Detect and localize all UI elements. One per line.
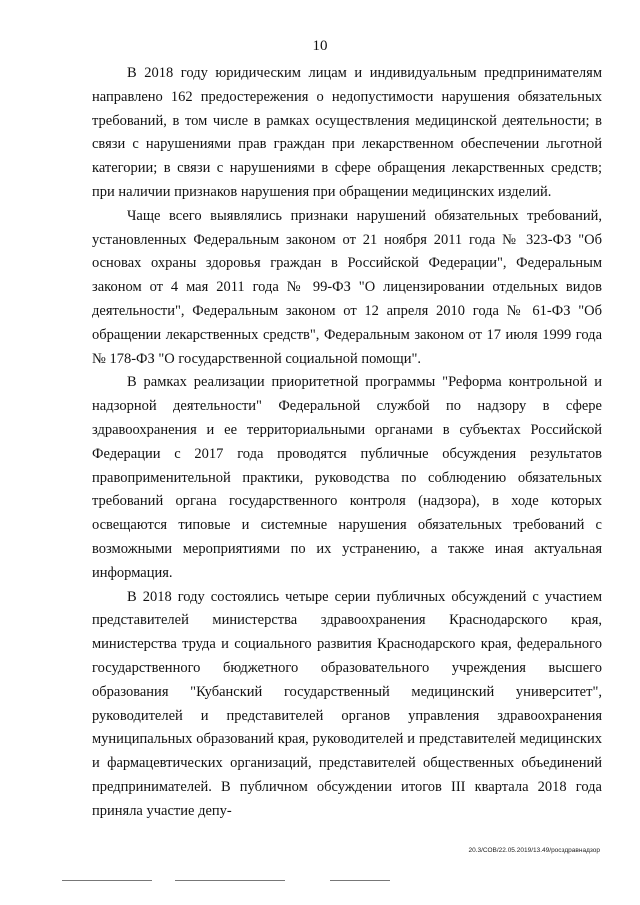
scan-mark-left [62,880,152,881]
footer-document-code: 20.3/СОВ/22.05.2019/13.49/росздравнадзор [468,847,600,854]
paragraph-public-discussions: В 2018 году состоялись четыре серии публичных обсуждений с участием представителей министерства здравоохранения Краснодарского края, министерства труда и социального развития Краснодарского края, федерального государственного бюджетного образовательного учреждения высшего образования "Кубанский государственный медицинский университет", руководителей и представителей органов управления здравоохранения муниципальных образований края, руководителей и представителей медицинских и фармацевтических организаций, представителей общественных объединений предпринимателей. В публичном обсуждении итогов III квартала 2018 года приняла участие депу- [92,588,602,819]
paragraph-violations: Чаще всего выявлялись признаки нарушений обязательных требований, установленных Федеральным законом от 21 ноября 2011 года № 323-ФЗ "Об основах охраны здоровья граждан в Российской Федерации", Федеральным законом от 4 мая 2011 года № 99-ФЗ "О лицензировании отдельных видов деятельности", Федеральным законом от 12 апреля 2010 года № 61-ФЗ "Об обращении лекарственных средств", Федеральным законом от 17 июля 1999 года № 178-ФЗ "О государственной социальной помощи". [92,207,602,367]
paragraph-reform-program: В рамках реализации приоритетной программы "Реформа контрольной и надзорной деятельности" Федеральной службой по надзору в сфере здравоохранения и ее территориальными органами в субъектах Российской Федерации с 2017 года проводятся публичные обсуждения результатов правоприменительной практики, руководства по соблюдению обязательных требований органа государственного контроля (надзора), в ходе которых освещаются типовые и системные нарушения обязательных требований с возможными мероприятиями по их устранению, а также иная актуальная информация. [92,374,602,581]
document-body [92,62,602,824]
paragraph-warnings: В 2018 году юридическим лицам и индивидуальным предпринимателям направлено 162 предостережения о недопустимости нарушения обязательных требований, в том числе в рамках осуществления медицинской деятельности; в связи с нарушениями прав граждан при лекарственном обеспечении льготной категории; в связи с нарушениями в сфере обращения лекарственных средств; при наличии признаков нарушения при обращении медицинских изделий. [92,65,602,200]
page-number: 10 [312,38,328,54]
scan-mark-middle [175,880,285,881]
scan-mark-right [330,880,390,881]
